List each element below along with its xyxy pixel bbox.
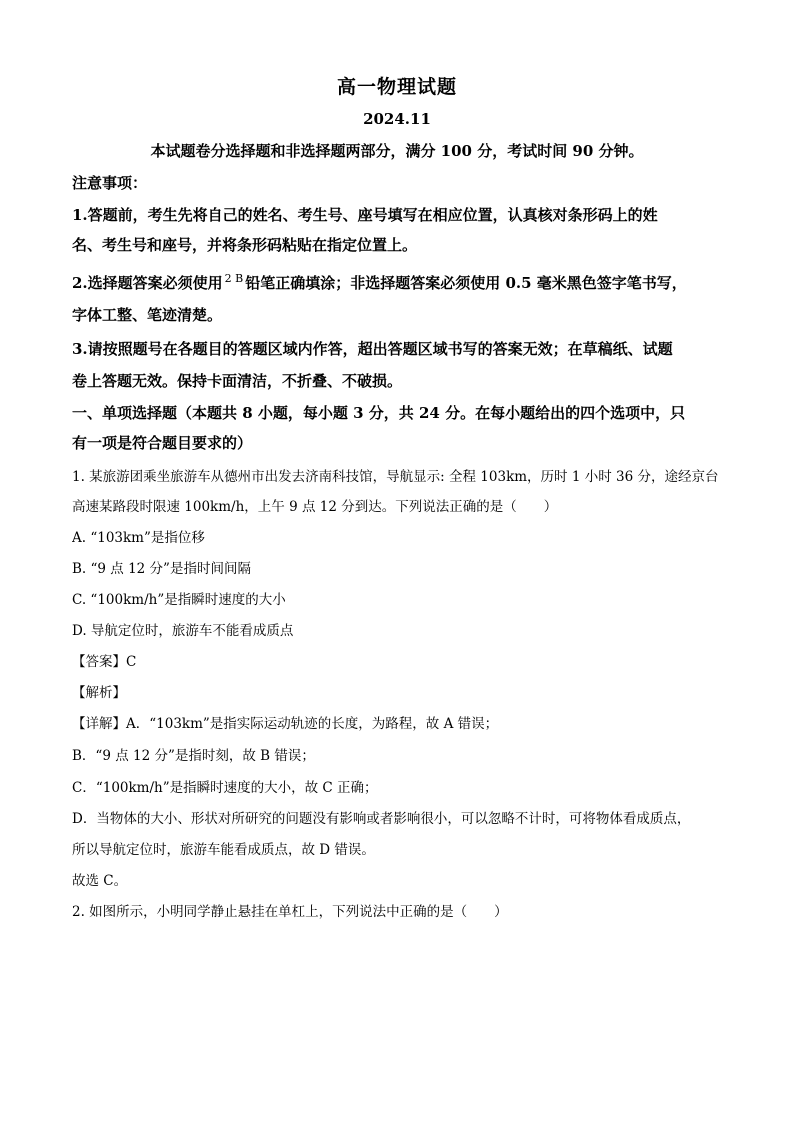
note-2-line-2: 字体工整、笔迹清楚。 (72, 306, 223, 324)
note-1-line-1: 1.答题前，考生先将自己的姓名、考生号、座号填写在相应位置，认真核对条形码上的姓 (72, 206, 658, 224)
q1-option-b: B. “9 点 12 分”是指时间间隔 (72, 561, 251, 577)
answer-tag: 【答案】 (72, 654, 126, 670)
q1-stem-line-2: 高速某路段时限速 100km/h，上午 9 点 12 分到达。下列说法正确的是（ ） (72, 499, 558, 515)
note-2-text-b: 铅笔正确填涂；非选择题答案必须使用 0.5 毫米黑色签字笔书写， (245, 274, 687, 292)
exam-intro: 本试题卷分选择题和非选择题两部分，满分 100 分，考试时间 90 分钟。 (150, 142, 644, 160)
q1-analysis-tag: 【解析】 (72, 685, 126, 701)
pencil-grade: 2 B (224, 272, 244, 285)
note-2-line-1 (72, 272, 722, 293)
note-3-line-2: 卷上答题无效。保持卡面清洁，不折叠、不破损。 (72, 372, 403, 390)
q1-option-a: A. “103km”是指位移 (72, 530, 205, 546)
page-title: 高一物理试题 (336, 76, 457, 98)
q1-detail-b: B．“9 点 12 分”是指时刻，故 B 错误； (72, 748, 315, 764)
q1-detail-c: C．“100km/h”是指瞬时速度的大小，故 C 正确； (72, 780, 378, 796)
detail-tag: 【详解】 (72, 716, 126, 732)
note-1-line-2: 名、考生号和座号，并将条形码粘贴在指定位置上。 (72, 236, 418, 254)
section-1-heading-line-1: 一、单项选择题（本题共 8 小题，每小题 3 分，共 24 分。在每小题给出的四个选项中，只 (72, 404, 686, 422)
q1-option-c: C. “100km/h”是指瞬时速度的大小 (72, 592, 286, 608)
q1-detail-d-line-1: D．当物体的大小、形状对所研究的问题没有影响或者影响很小，可以忽略不计时，可将物体看成质点， (72, 811, 691, 827)
q1-answer (72, 650, 722, 670)
note-2-text-a: 2.选择题答案必须使用 (72, 274, 223, 292)
q1-option-d: D. 导航定位时，旅游车不能看成质点 (72, 623, 294, 639)
section-1-heading-line-2: 有一项是符合题目要求的） (72, 434, 253, 452)
note-3-line-1: 3.请按照题号在各题目的答题区域内作答，超出答题区域书写的答案无效；在草稿纸、试题 (72, 340, 673, 358)
exam-date: 2024.11 (363, 110, 431, 128)
q1-stem-line-1: 1. 某旅游团乘坐旅游车从德州市出发去济南科技馆，导航显示: 全程 103km，历时 1 小时 36 分，途经京台 (72, 469, 719, 485)
notes-heading: 注意事项： (72, 174, 148, 192)
detail-a: A．“103km”是指实际运动轨迹的长度，为路程，故 A 错误； (126, 716, 499, 732)
answer-value: C (126, 654, 137, 670)
q2-stem: 2. 如图所示，小明同学静止悬挂在单杠上，下列说法中正确的是（ ） (72, 904, 508, 920)
q1-conclusion: 故选 C。 (72, 873, 128, 889)
q1-detail-a-line (72, 712, 722, 732)
q1-detail-d-line-2: 所以导航定位时，旅游车能看成质点，故 D 错误。 (72, 842, 375, 858)
